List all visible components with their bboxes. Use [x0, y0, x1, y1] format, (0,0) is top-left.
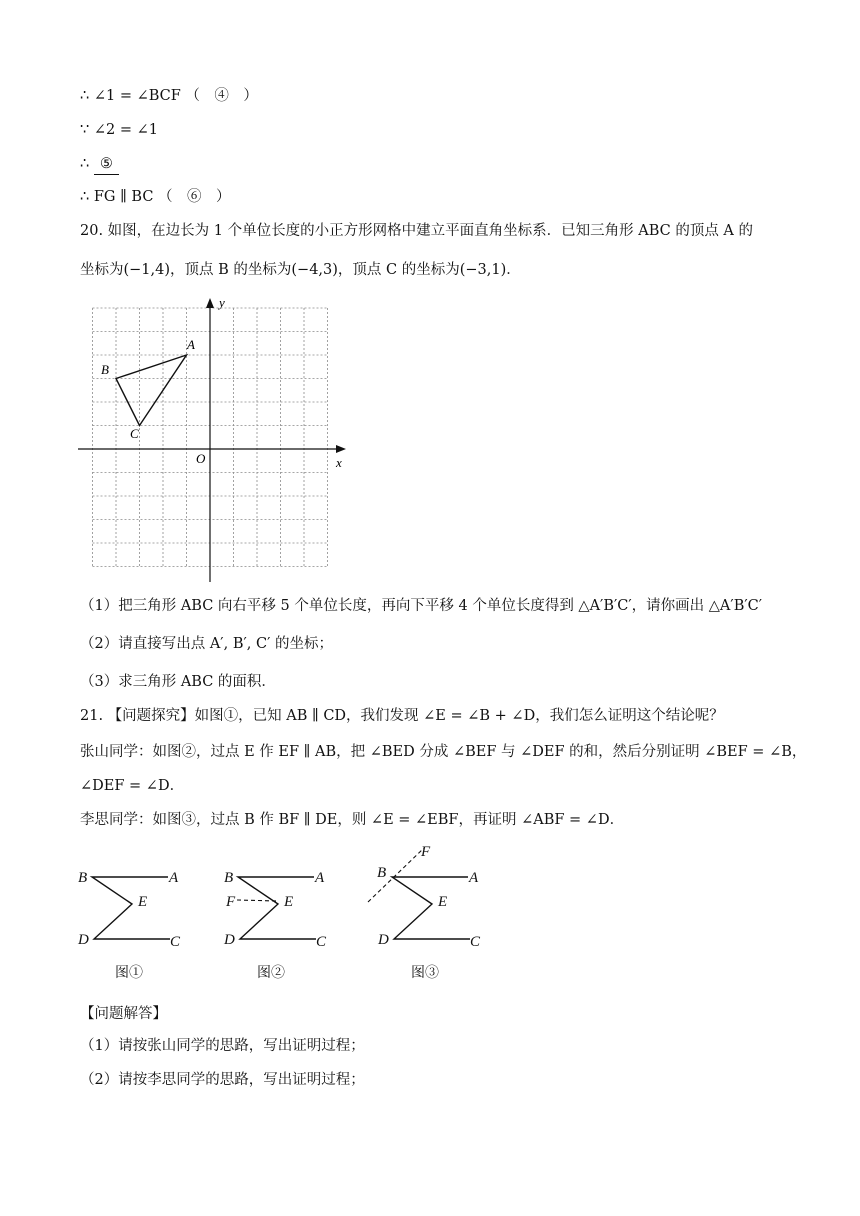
- q21-line2: 张山同学：如图②，过点 E 作 EF ∥ AB，把 ∠BED 分成 ∠BEF 与 ∠DEF 的和，然后分别证明 ∠BEF = ∠B，: [80, 744, 807, 760]
- fig3-shape: [392, 877, 470, 939]
- fig3-label-E: E: [438, 894, 448, 910]
- fig1-shape: [92, 877, 170, 939]
- vertex-label-C: C: [130, 426, 139, 441]
- fig2-shape: [238, 877, 316, 939]
- q21-sub2: （2）请按李思同学的思路，写出证明过程；: [80, 1072, 365, 1088]
- caption-fig1: 图①: [115, 965, 143, 981]
- q20-sub2: （2）请直接写出点 A′, B′, C′ 的坐标；: [80, 636, 333, 652]
- proof-step5: [80, 154, 119, 175]
- proof-step6: ∴ FG ∥ BC （ ⑥ ）: [80, 189, 231, 205]
- x-axis-arrow: [336, 445, 346, 453]
- origin-label: O: [196, 451, 206, 466]
- y-axis-arrow: [206, 298, 214, 308]
- fig1-label-E: E: [138, 894, 148, 910]
- fig2-label-B: B: [224, 870, 234, 886]
- q20-line1: 20. 如图，在边长为 1 个单位长度的小正方形网格中建立平面直角坐标系．已知三角形 ABC 的顶点 A 的: [80, 223, 754, 239]
- q20-line2: 坐标为(−1,4)，顶点 B 的坐标为(−4,3)，顶点 C 的坐标为(−3,1)．: [80, 262, 521, 278]
- fig2-label-F: F: [226, 894, 236, 910]
- fig1-label-A: A: [169, 870, 179, 886]
- fig2-label-A: A: [315, 870, 325, 886]
- x-axis-label: x: [336, 455, 342, 470]
- q21-line4: 李思同学：如图③，过点 B 作 BF ∥ DE，则 ∠E = ∠EBF，再证明 ∠ABF = ∠D．: [80, 812, 625, 828]
- q21-line3: ∠DEF = ∠D．: [80, 778, 185, 794]
- q21-sub1: （1）请按张山同学的思路，写出证明过程；: [80, 1038, 365, 1054]
- fig3-label-C: C: [470, 934, 481, 950]
- y-axis-label: y: [219, 295, 225, 310]
- caption-fig2: 图②: [257, 965, 285, 981]
- triangle-ABC: [116, 355, 187, 426]
- caption-fig3: 图③: [411, 965, 439, 981]
- parallel-lines-figures: [74, 840, 514, 950]
- proof-step4: ∴ ∠1 = ∠BCF （ ④ ）: [80, 88, 258, 104]
- q20-sub3: （3）求三角形 ABC 的面积．: [80, 674, 276, 690]
- fig2-label-C: C: [316, 934, 327, 950]
- vertex-label-A: A: [187, 337, 195, 352]
- fig1-label-B: B: [78, 870, 88, 886]
- q20-sub1: （1）把三角形 ABC 向右平移 5 个单位长度，再向下平移 4 个单位长度得到 △A′B′C′，请你画出 △A′B′C′: [80, 598, 763, 614]
- q21-line1: 21. 【问题探究】如图①，已知 AB ∥ CD，我们发现 ∠E = ∠B + ∠D，我们怎么证明这个结论呢？: [80, 708, 724, 724]
- fig3-label-D: D: [378, 932, 389, 948]
- fig3-label-B: B: [377, 865, 387, 881]
- fig3-label-F: F: [421, 844, 431, 860]
- therefore-symbol: ∴: [80, 156, 90, 172]
- fig3-label-A: A: [469, 870, 479, 886]
- fig2-label-E: E: [284, 894, 294, 910]
- q21-answer-heading: 【问题解答】: [80, 1006, 167, 1022]
- proof-given: ∵ ∠2 = ∠1: [80, 122, 158, 138]
- axes: [78, 298, 346, 582]
- coordinate-grid-figure: [70, 290, 360, 590]
- vertex-label-B: B: [101, 362, 109, 377]
- fig2-label-D: D: [224, 932, 235, 948]
- fig1-label-D: D: [78, 932, 89, 948]
- fig1-label-C: C: [170, 934, 181, 950]
- answer-blank-5: ⑤: [94, 154, 119, 175]
